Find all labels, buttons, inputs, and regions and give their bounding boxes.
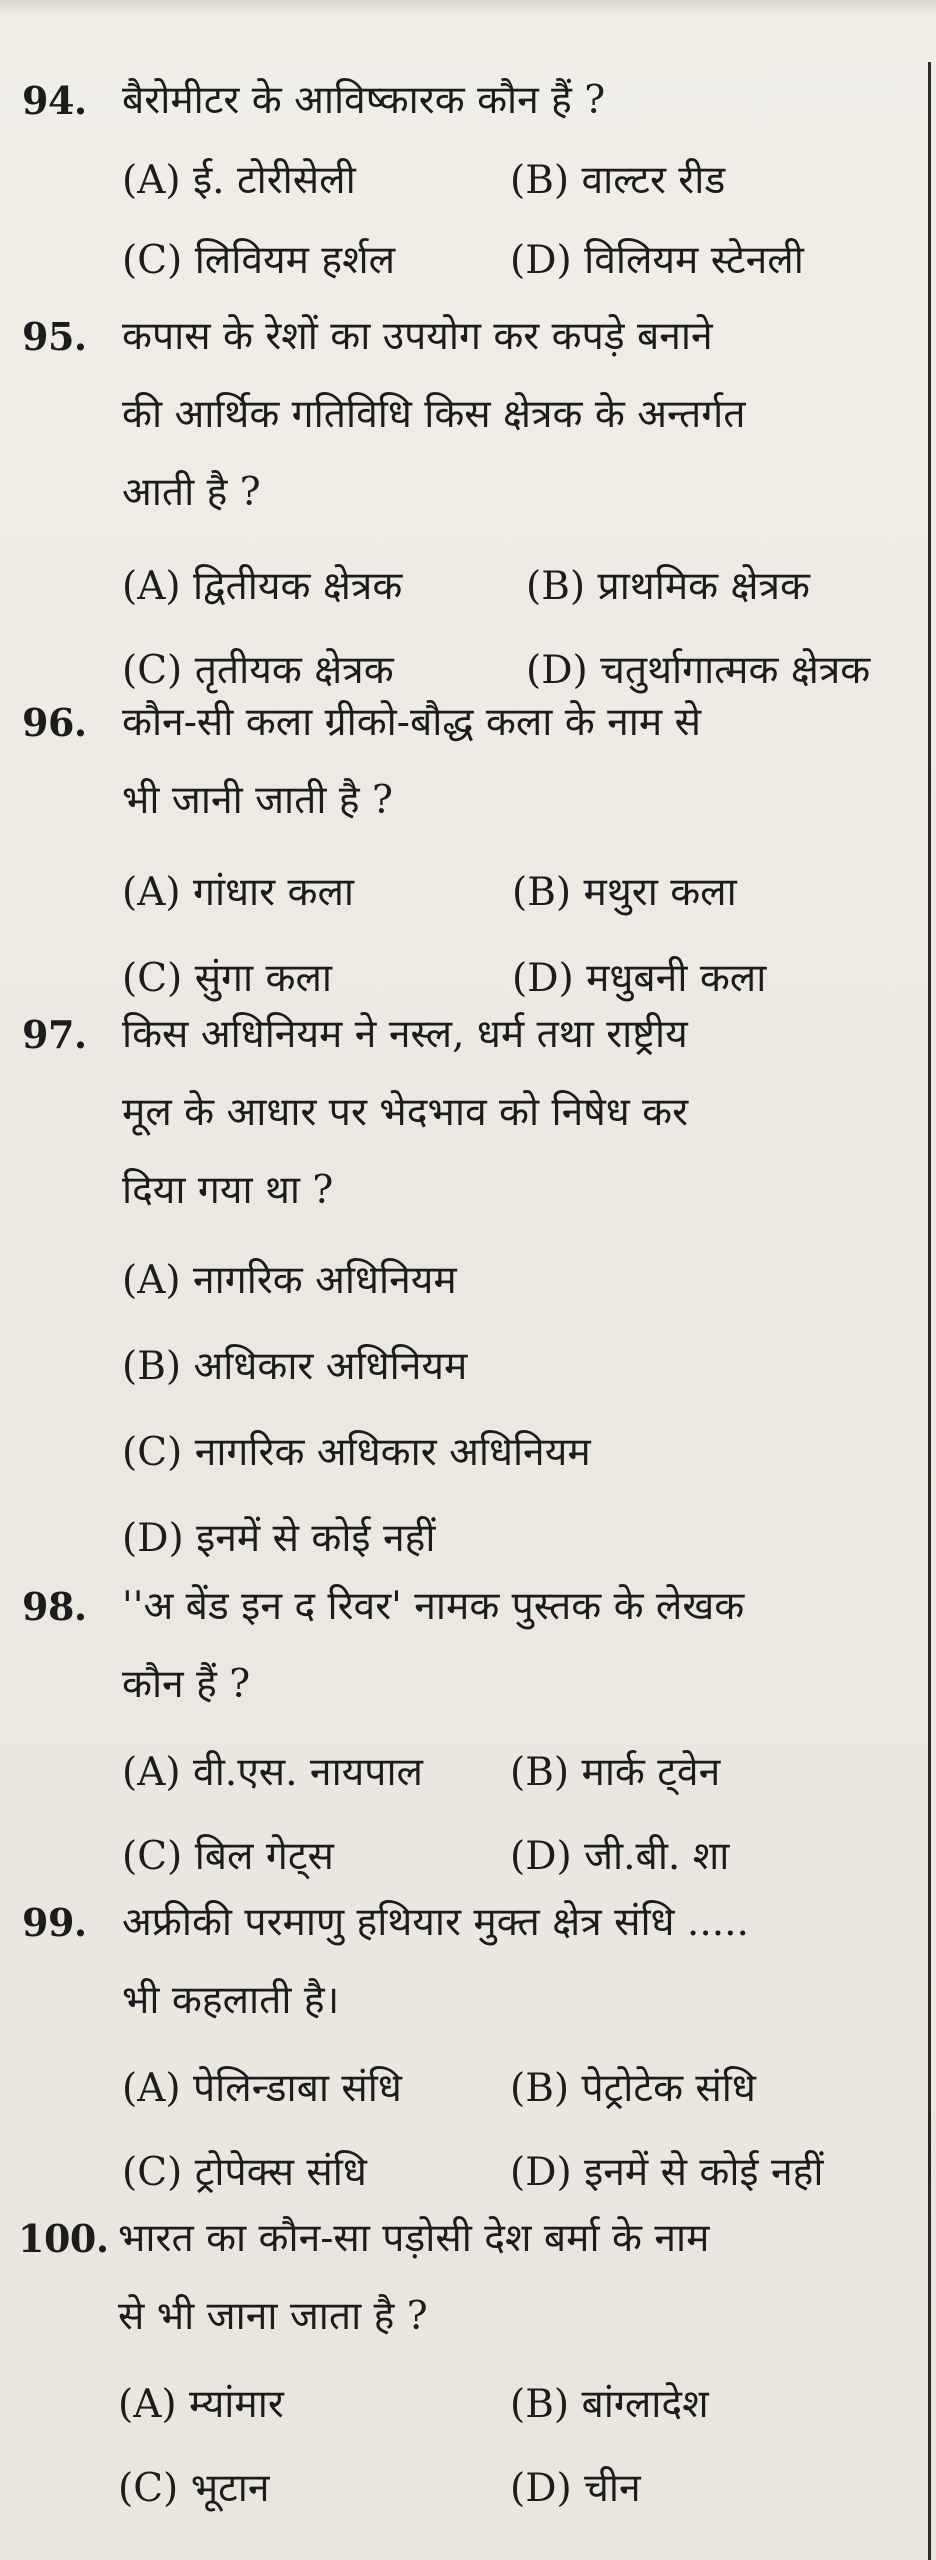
option-text: पेट्रोटेक संधि: [581, 2066, 756, 2111]
option-text: बिल गेट्स: [194, 1834, 334, 1879]
question-text-line: बैरोमीटर के आविष्कारक कौन हैं ?: [122, 78, 606, 123]
question-text-line: कपास के रेशों का उपयोग कर कपड़े बनाने: [122, 314, 713, 359]
option-label: (C): [118, 2466, 179, 2511]
option-text: मधुबनी कला: [586, 956, 767, 1001]
option-label: (C): [122, 1834, 183, 1879]
question-text-line: आती है ?: [122, 470, 261, 515]
option-a: [122, 142, 356, 220]
option-label: (B): [526, 564, 586, 609]
option-label: (A): [122, 564, 181, 609]
option-text: लिवियम हर्शल: [194, 238, 396, 283]
question-number: 95.: [22, 314, 87, 359]
column-rule: [928, 62, 931, 2560]
question-text-line: किस अधिनियम ने नस्ल, धर्म तथा राष्ट्रीय: [122, 1012, 688, 1057]
question-number: 96.: [22, 700, 87, 745]
question-number: 94.: [22, 78, 87, 123]
question-text-line: भी जानी जाती है ?: [122, 778, 393, 823]
question-text: [122, 684, 912, 840]
question-text-line: कौन हैं ?: [122, 1662, 251, 1707]
option-label: (A): [122, 870, 181, 915]
option-label: (C): [122, 956, 183, 1001]
option-b: [512, 854, 737, 932]
option-label: (B): [510, 2382, 570, 2427]
option-label: (D): [510, 2150, 572, 2195]
option-b: [510, 2050, 756, 2128]
question-number: 99.: [22, 1900, 87, 1945]
option-text: गांधार कला: [193, 870, 355, 915]
question-text: [122, 1884, 912, 2040]
option-text: जी.बी. शा: [584, 1834, 730, 1879]
option-d: [122, 1500, 435, 1578]
question-text: [118, 2200, 908, 2356]
option-label: (B): [122, 1344, 182, 1389]
option-b: [122, 1328, 467, 1406]
option-text: ट्रोपेक्स संधि: [194, 2150, 367, 2195]
option-label: (B): [510, 2066, 570, 2111]
option-label: (C): [122, 648, 183, 693]
option-text: सुंगा कला: [194, 956, 333, 1001]
option-b: [510, 1734, 720, 1812]
question-text-line: कौन-सी कला ग्रीको-बौद्ध कला के नाम से: [122, 700, 701, 745]
option-b: [510, 142, 725, 220]
question-text-line: मूल के आधार पर भेदभाव को निषेध कर: [122, 1090, 689, 1135]
question-number: 100.: [18, 2216, 109, 2261]
option-text: तृतीयक क्षेत्रक: [194, 648, 394, 693]
option-a: [122, 854, 354, 932]
option-text: नागरिक अधिकार अधिनियम: [194, 1430, 591, 1475]
option-a: [122, 548, 402, 626]
option-label: (A): [122, 1750, 181, 1795]
option-label: (D): [510, 2466, 572, 2511]
question-text-line: दिया गया था ?: [122, 1168, 334, 1213]
option-label: (A): [118, 2382, 177, 2427]
question-text-line: की आर्थिक गतिविधि किस क्षेत्रक के अन्तर्गत: [122, 392, 746, 437]
option-text: इनमें से कोई नहीं: [584, 2150, 824, 2195]
option-text: प्राथमिक क्षेत्रक: [597, 564, 810, 609]
option-text: वी.एस. नायपाल: [193, 1750, 423, 1795]
option-text: विलियम स्टेनली: [584, 238, 804, 283]
option-label: (B): [512, 870, 572, 915]
option-text: म्यांमार: [189, 2382, 284, 2427]
option-text: वाल्टर रीड: [581, 158, 726, 203]
option-label: (C): [122, 2150, 183, 2195]
option-text: चीन: [584, 2466, 641, 2511]
question-text: [122, 298, 912, 532]
option-label: (D): [512, 956, 574, 1001]
option-d: [510, 222, 804, 300]
question-number: 97.: [22, 1012, 87, 1057]
question-text-line: से भी जाना जाता है ?: [118, 2294, 428, 2339]
question-text: [122, 996, 912, 1230]
option-b: [510, 2366, 709, 2444]
question-text: [122, 1568, 912, 1724]
option-text: पेलिन्डाबा संधि: [193, 2066, 402, 2111]
option-label: (D): [510, 238, 572, 283]
option-label: (A): [122, 158, 181, 203]
option-label: (B): [510, 158, 570, 203]
option-label: (C): [122, 1430, 183, 1475]
scan-top-shadow: [0, 0, 936, 16]
option-a: [122, 1734, 423, 1812]
option-text: द्वितीयक क्षेत्रक: [193, 564, 403, 609]
option-c: [118, 2450, 270, 2528]
option-c: [122, 1414, 591, 1492]
question-number: 98.: [22, 1584, 87, 1629]
option-label: (D): [122, 1516, 184, 1561]
option-text: बांग्लादेश: [581, 2382, 709, 2427]
question-text-line: ''अ बेंड इन द रिवर' नामक पुस्तक के लेखक: [122, 1584, 745, 1629]
question-text: [122, 62, 912, 140]
option-label: (D): [510, 1834, 572, 1879]
option-text: भूटान: [190, 2466, 270, 2511]
question-text-line: भारत का कौन-सा पड़ोसी देश बर्मा के नाम: [118, 2216, 710, 2261]
option-text: अधिकार अधिनियम: [193, 1344, 468, 1389]
option-a: [122, 1242, 457, 1320]
option-label: (D): [526, 648, 588, 693]
option-a: [118, 2366, 284, 2444]
question-text-line: अफ्रीकी परमाणु हथियार मुक्त क्षेत्र संधि .....: [122, 1900, 749, 1945]
option-label: (B): [510, 1750, 570, 1795]
option-text: ई. टोरीसेली: [193, 158, 356, 203]
option-label: (A): [122, 1258, 181, 1303]
question-text-line: भी कहलाती है।: [122, 1978, 340, 2023]
option-text: चतुर्थागात्मक क्षेत्रक: [600, 648, 871, 693]
option-text: इनमें से कोई नहीं: [196, 1516, 436, 1561]
option-c: [122, 222, 395, 300]
option-label: (A): [122, 2066, 181, 2111]
option-label: (C): [122, 238, 183, 283]
option-text: नागरिक अधिनियम: [193, 1258, 457, 1303]
option-text: मथुरा कला: [583, 870, 737, 915]
option-a: [122, 2050, 402, 2128]
option-b: [526, 548, 810, 626]
option-d: [510, 2450, 641, 2528]
option-text: मार्क ट्वेन: [581, 1750, 721, 1795]
